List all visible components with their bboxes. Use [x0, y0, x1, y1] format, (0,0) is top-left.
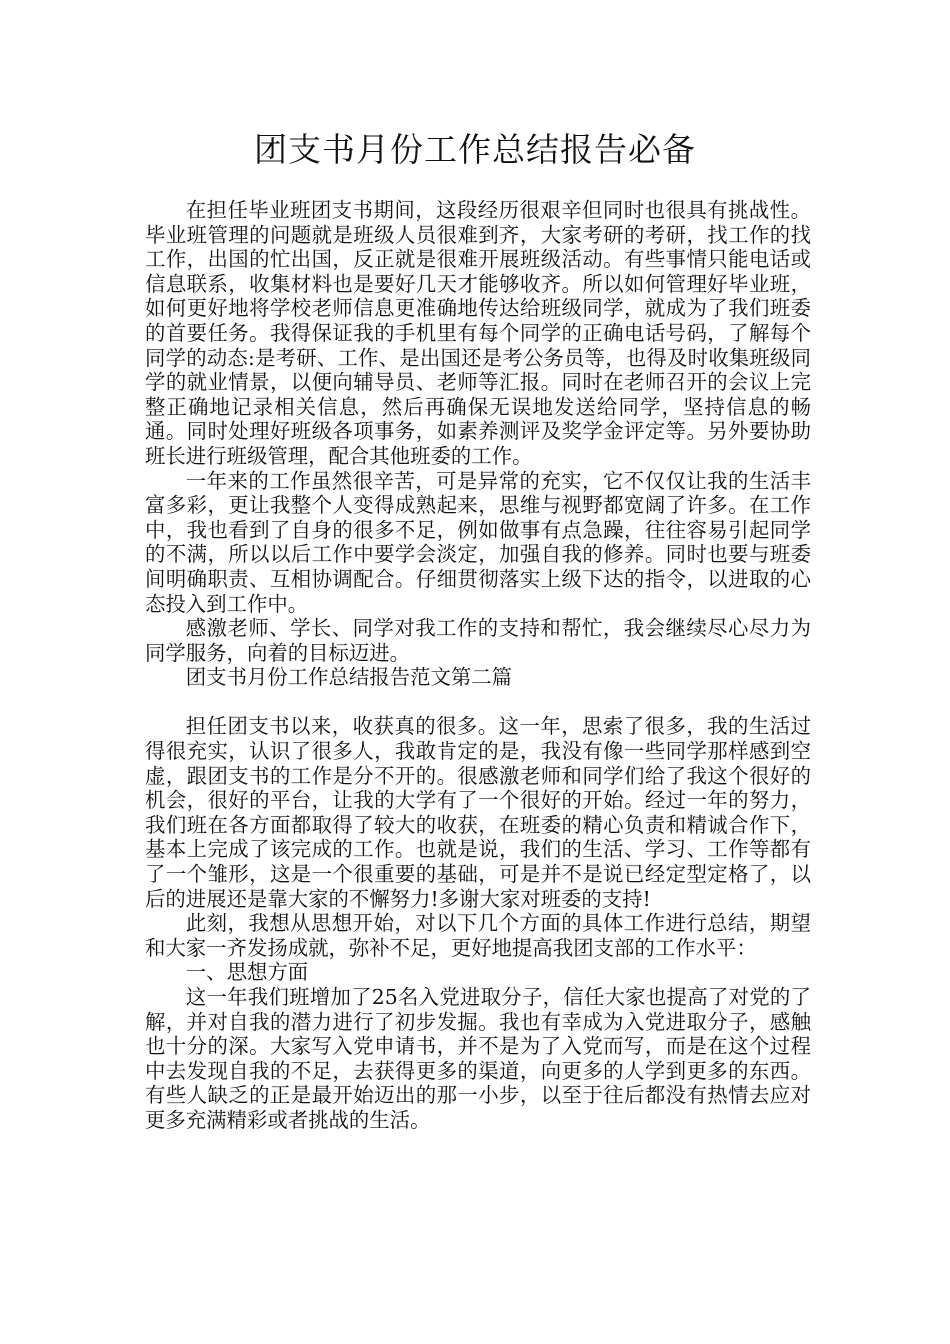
body-paragraph: 在担任毕业班团支书期间，这段经历很艰辛但同时也很具有挑战性。毕业班管理的问题就是班级人员很难到齐，大家考研的考研，找工作的找工作，出国的忙出国，反正就是很难开展班级活动。有些事情只能电话或信息联系，收集材料也是要好几天才能够收齐。所以如何管理好毕业班，如何更好地将学校老师信息更准确地传达给班级同学，就成为了我们班委的首要任务。我得保证我的手机里有每个同学的正确电话号码，了解每个同学的动态:是考研、工作、是出国还是考公务员等，也得及时收集班级同学的就业情景，以便向辅导员、老师等汇报。同时在老师召开的会议上完整正确地记录相关信息，然后再确保无误地发送给同学，坚持信息的畅通。同时处理好班级各项事务，如素养测评及奖学金评定等。另外要协助班长进行班级管理，配合其他班委的工作。 [145, 198, 811, 468]
body-paragraph: 此刻，我想从思想开始，对以下几个方面的具体工作进行总结，期望和大家一齐发扬成就，弥补不足，更好地提高我团支部的工作水平： [145, 911, 811, 960]
body-paragraph: 感激老师、学长、同学对我工作的支持和帮忙，我会继续尽心尽力为同学服务，向着的目标迈进。 [145, 616, 811, 665]
body-paragraph: 一年来的工作虽然很辛苦，可是异常的充实，它不仅仅让我的生活丰富多彩，更让我整个人变得成熟起来，思维与视野都宽阔了许多。在工作中，我也看到了自身的很多不足，例如做事有点急躁，往往容易引起同学的不满，所以以后工作中要学会淡定，加强自我的修养。同时也要与班委间明确职责、互相协调配合。仔细贯彻落实上级下达的指令，以进取的心态投入到工作中。 [145, 468, 811, 616]
blank-line [145, 690, 811, 715]
body-paragraph: 这一年我们班增加了25名入党进取分子，信任大家也提高了对党的了解，并对自我的潜力进行了初步发掘。我也有幸成为入党进取分子，感触也十分的深。大家写入党申请书，并不是为了入党而写，而是在这个过程中去发现自我的不足，去获得更多的渠道，向更多的人学到更多的东西。有些人缺乏的正是最开始迈出的那一小步，以至于往后都没有热情去应对更多充满精彩或者挑战的生活。 [145, 985, 811, 1132]
section-heading: 团支书月份工作总结报告范文第二篇 [185, 665, 513, 690]
subsection-heading: 一、思想方面 [185, 960, 309, 985]
document-title: 团支书月份工作总结报告必备 [254, 130, 696, 169]
document-body [145, 198, 811, 1133]
body-paragraph: 担任团支书以来，收获真的很多。这一年，思索了很多，我的生活过得很充实，认识了很多人，我敢肯定的是，我没有像一些同学那样感到空虚，跟团支书的工作是分不开的。很感激老师和同学们给了我这个很好的机会，很好的平台，让我的大学有了一个很好的开始。经过一年的努力，我们班在各方面都取得了较大的收获，在班委的精心负责和精诚合作下，基本上完成了该完成的工作。也就是说，我们的生活、学习、工作等都有了一个雏形，这是一个很重要的基础，可是并不是说已经定型定格了，以后的进展还是靠大家的不懈努力!多谢大家对班委的支持! [145, 714, 811, 911]
